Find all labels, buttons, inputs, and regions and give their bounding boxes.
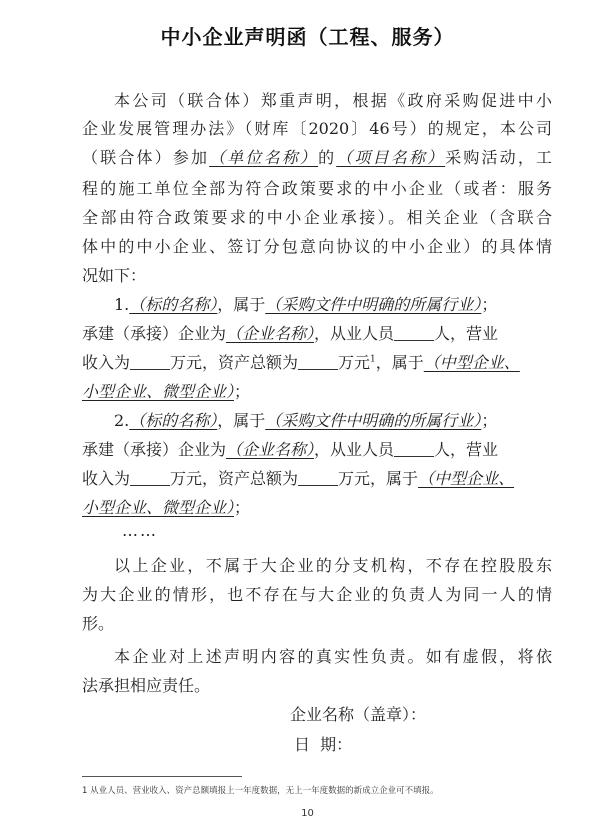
item-text: ，属于: [370, 469, 419, 488]
para2-line-1: 以上企业，不属于大企业的分支机构，不存在控股股东: [114, 556, 552, 575]
item-2-line-2: [82, 438, 552, 462]
document-title: 中小企业声明函（工程、服务）: [160, 25, 455, 49]
footnote-ref: 1: [370, 354, 376, 365]
intro-line-1: 本公司（联合体）郑重声明，根据《政府采购促进中小: [114, 91, 552, 110]
enterprise-size-field-cont: 小型企业、微型企业）: [82, 382, 235, 401]
industry-field: （采购文件中明确的所属行业）: [265, 411, 482, 430]
assets-blank: [298, 353, 338, 370]
footnote-divider: [82, 776, 242, 777]
enterprise-size-field: （中型企业、: [418, 469, 515, 488]
unit-name-field: （单位名称）: [209, 148, 319, 167]
bid-name-field: （标的名称）: [129, 295, 218, 314]
item-text: 万元，资产总额为: [170, 353, 299, 372]
item-text: 收入为: [82, 469, 131, 488]
item-text: ，属于: [217, 295, 266, 314]
intro-line-3: [82, 146, 552, 170]
staff-count-blank: [394, 440, 434, 457]
item-text: 万元: [338, 469, 371, 488]
intro-line-3-de: 的: [318, 148, 337, 167]
footnote: 1 从业人员、营业收入、资产总额填报上一年度数据，无上一年度数据的新成立企业可不填报。: [82, 786, 439, 796]
para2-line-2: 为大企业的情形，也不存在与大企业的负责人为同一人的情: [82, 585, 552, 604]
item-text: ，从业人员: [314, 324, 395, 343]
company-name-field: （企业名称）: [226, 324, 315, 343]
revenue-blank: [130, 469, 170, 486]
item-1-line-4: [82, 380, 552, 404]
item-text: ；: [234, 382, 251, 401]
item-1-line-2: [82, 322, 552, 346]
project-name-field: （项目名称）: [336, 148, 446, 167]
item-text: 人，营业: [434, 324, 499, 343]
item-text: 承建（承接）企业为: [82, 440, 227, 459]
item-1-line-1: [114, 293, 554, 317]
item-number: 2.: [114, 411, 130, 430]
item-2-line-1: [114, 409, 554, 433]
intro-line-3-end: 采购活动，工: [445, 148, 552, 167]
bid-name-field: （标的名称）: [129, 411, 218, 430]
item-text: ；: [234, 498, 251, 517]
assets-blank: [298, 469, 338, 486]
revenue-blank: [130, 353, 170, 370]
industry-field: （采购文件中明确的所属行业）: [265, 295, 482, 314]
item-text: 人，营业: [434, 440, 499, 459]
intro-line-3-text: （联合体）参加: [82, 148, 210, 167]
ellipsis: ……: [122, 521, 158, 540]
item-text: ，属于: [375, 353, 424, 372]
company-name-field: （企业名称）: [226, 440, 315, 459]
intro-line-4: 程的施工单位全部为符合政策要求的中小企业（或者：服务: [82, 179, 552, 198]
para3-line-2: 法承担相应责任。: [82, 676, 211, 695]
intro-line-5: 全部由符合政策要求的中小企业承接）。相关企业（含联合: [82, 208, 552, 227]
item-2-line-4: [82, 496, 552, 520]
item-text: ，从业人员: [314, 440, 395, 459]
staff-count-blank: [394, 324, 434, 341]
intro-line-2: 企业发展管理办法》（财库〔2020〕46号）的规定，本公司: [82, 119, 552, 138]
enterprise-size-field: （中型企业、: [423, 353, 520, 372]
item-text: 万元: [338, 353, 371, 372]
enterprise-size-field-cont: 小型企业、微型企业）: [82, 498, 235, 517]
item-number: 1.: [114, 295, 130, 314]
item-text: ；: [481, 295, 498, 314]
date-label: 日 期：: [294, 735, 353, 754]
item-text: 收入为: [82, 353, 131, 372]
intro-line-7: 况如下：: [82, 266, 147, 285]
item-text: 承建（承接）企业为: [82, 324, 227, 343]
item-text: ；: [481, 411, 498, 430]
item-text: ，属于: [217, 411, 266, 430]
para2-line-3: 形。: [82, 614, 115, 633]
item-2-line-3: [82, 467, 552, 491]
item-text: 万元，资产总额为: [170, 469, 299, 488]
para3-line-1: 本企业对上述声明内容的真实性负责。如有虚假，将依: [114, 647, 552, 666]
page-number: 10: [301, 808, 314, 819]
company-seal-label: 企业名称（盖章）：: [290, 705, 427, 724]
item-1-line-3: [82, 351, 552, 375]
intro-line-6: 体中的中小企业、签订分包意向协议的中小企业）的具体情: [82, 237, 552, 256]
